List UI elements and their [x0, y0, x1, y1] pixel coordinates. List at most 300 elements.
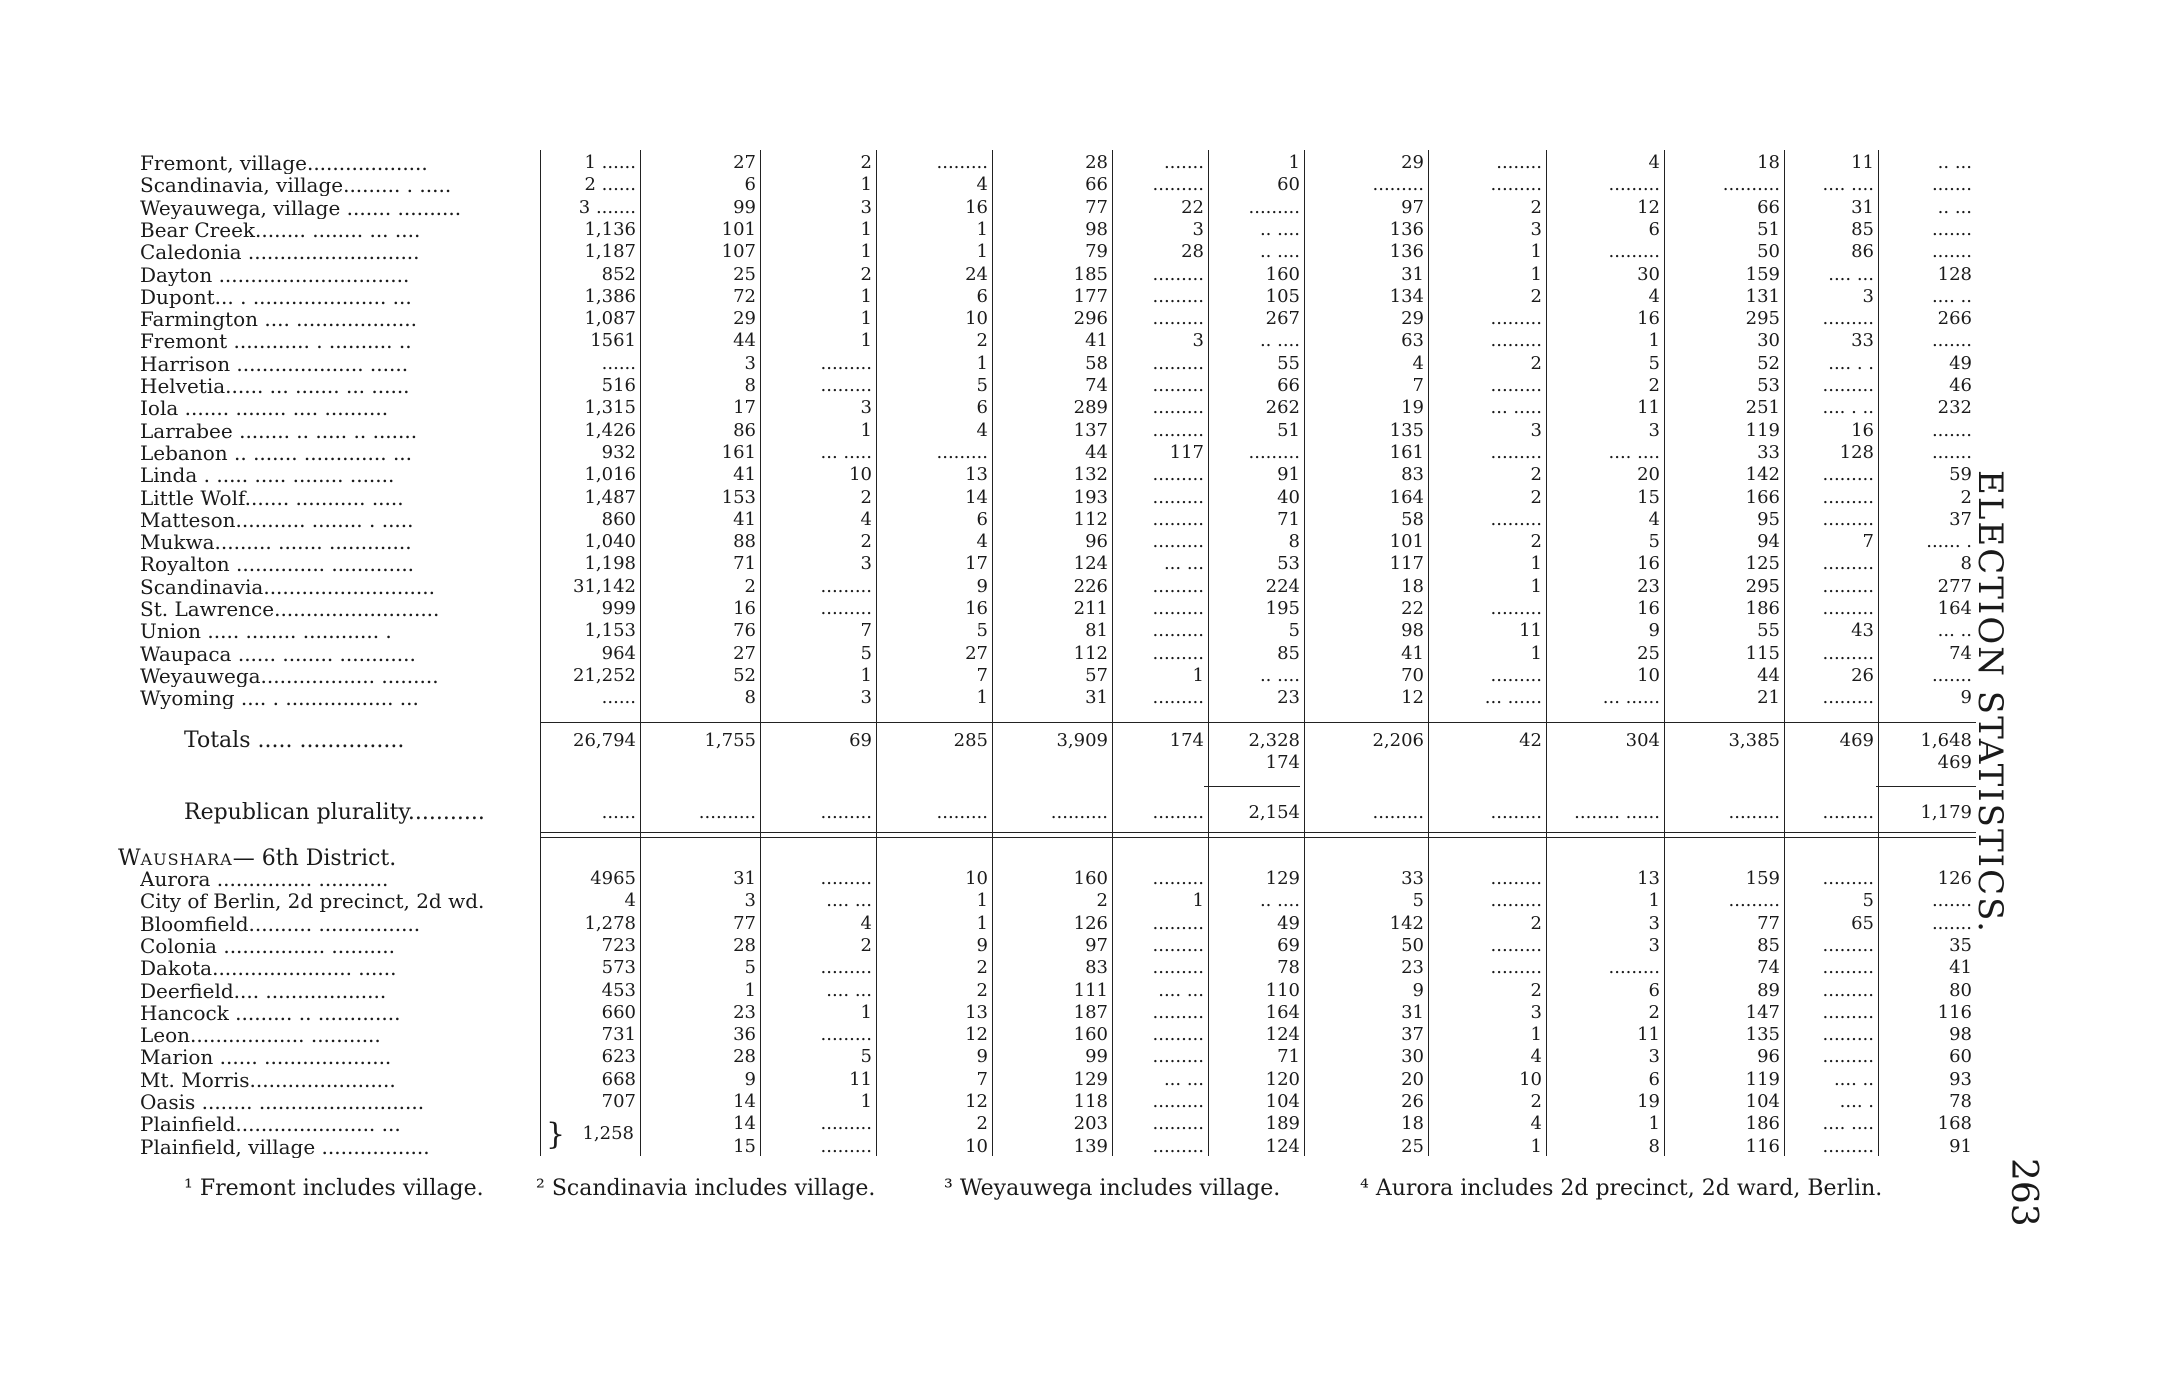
cell-col-8: 101 — [1389, 531, 1424, 553]
cell-col-4: 6 — [976, 285, 988, 307]
cell-col-7: .. .... — [1259, 330, 1300, 352]
cell-col-1: 999 — [601, 598, 636, 619]
cell-col-8: 135 — [1389, 419, 1424, 441]
cell-col-13: 232 — [1937, 397, 1972, 419]
cell-col-1: 1,016 — [584, 464, 636, 486]
cell-col-4: 13 — [965, 1001, 988, 1023]
town-name: Bloomfield.......... ................ — [140, 912, 421, 935]
cell-col-8: 98 — [1401, 620, 1424, 642]
cell-col-1: ...... — [601, 352, 636, 374]
plurality-row — [0, 802, 2184, 824]
cell-col-6: ......... — [1152, 308, 1204, 330]
cell-col-6: ......... — [1152, 575, 1204, 597]
cell-col-12: ......... — [1822, 934, 1874, 956]
cell-col-13: ... .. — [1937, 620, 1972, 642]
cell-col-12: 86 — [1851, 241, 1874, 263]
town-name: Waupaca ...... ........ ............ — [140, 642, 416, 665]
cell-col-2: 27 — [733, 642, 756, 664]
cell-col-4: 10 — [965, 868, 988, 889]
cell-col-10: 16 — [1637, 308, 1660, 330]
cell-col-10: 1 — [1648, 890, 1660, 912]
cell-col-12: 33 — [1851, 330, 1874, 352]
town-name: Farmington .... ................... — [140, 308, 417, 331]
column-rule — [640, 150, 641, 1156]
cell-col-3: 5 — [860, 642, 872, 664]
cell-col-11: 33 — [1757, 441, 1780, 463]
cell-col-10: .... .... — [1608, 441, 1660, 463]
cell-col-1: 668 — [601, 1068, 636, 1090]
cell-col-12: 31 — [1851, 196, 1874, 218]
cell-col-5: 66 — [1085, 174, 1108, 196]
cell-col-11: 55 — [1757, 620, 1780, 642]
town-row — [0, 687, 2184, 709]
totals-col-6: 174 — [1169, 730, 1204, 751]
cell-col-8: 5 — [1412, 890, 1424, 912]
cell-col-3: 1 — [860, 174, 872, 196]
brace-icon: } — [546, 1117, 566, 1153]
cell-col-7: 129 — [1265, 868, 1300, 889]
cell-col-5: 83 — [1085, 957, 1108, 979]
column-rule — [876, 150, 877, 1156]
cell-col-11: 186 — [1745, 598, 1780, 619]
cell-col-12: ......... — [1822, 957, 1874, 979]
cell-col-10: 6 — [1648, 1068, 1660, 1090]
cell-col-1: 623 — [601, 1046, 636, 1068]
cell-col-6: ......... — [1152, 957, 1204, 979]
cell-col-1: 2 ...... — [584, 174, 636, 196]
cell-col-5: 2 — [1096, 890, 1108, 912]
cell-col-11: 119 — [1745, 419, 1780, 441]
cell-col-3: 3 — [860, 553, 872, 575]
cell-col-2: 14 — [733, 1113, 756, 1135]
cell-col-7: 23 — [1277, 687, 1300, 709]
cell-col-9: 2 — [1530, 1091, 1542, 1112]
cell-col-9: 2 — [1530, 912, 1542, 934]
cell-col-3: 1 — [860, 419, 872, 441]
town-name: Plainfield, village ................. — [140, 1135, 430, 1158]
cell-col-7: 71 — [1277, 508, 1300, 530]
cell-col-6: ......... — [1152, 868, 1204, 889]
town-name: Union ..... ........ ............ . — [140, 620, 392, 643]
town-row — [0, 620, 2184, 642]
cell-col-4: 9 — [976, 934, 988, 956]
cell-col-9: 2 — [1530, 464, 1542, 486]
plurality-label: Republican plurality........... — [184, 802, 485, 824]
cell-col-1: 1 ...... — [584, 152, 636, 173]
cell-col-3: 1 — [860, 330, 872, 352]
town-name: Caledonia ........................... — [140, 241, 420, 264]
cell-col-5: 96 — [1085, 531, 1108, 553]
cell-col-11: 166 — [1745, 486, 1780, 508]
cell-col-11: 147 — [1745, 1001, 1780, 1023]
cell-col-8: 19 — [1401, 397, 1424, 419]
cell-col-12: .... . — [1839, 1091, 1874, 1112]
cell-col-13: 91 — [1949, 1135, 1972, 1157]
cell-col-13: 74 — [1949, 642, 1972, 664]
cell-col-13: 8 — [1960, 553, 1972, 575]
cell-col-5: 111 — [1073, 979, 1108, 1001]
cell-col-7: 78 — [1277, 957, 1300, 979]
cell-col-9: ......... — [1490, 598, 1542, 619]
cell-col-8: 20 — [1401, 1068, 1424, 1090]
cell-col-10: ......... — [1608, 957, 1660, 979]
totals-col-8: 2,206 — [1372, 730, 1424, 751]
rule-line — [540, 722, 1976, 723]
town-name: Leon.................. ........... — [140, 1024, 381, 1047]
cell-col-8: 142 — [1389, 912, 1424, 934]
cell-col-11: 74 — [1757, 957, 1780, 979]
cell-col-11: 251 — [1745, 397, 1780, 419]
town-name: Dayton .............................. — [140, 263, 410, 286]
cell-col-9: ... ..... — [1490, 397, 1542, 419]
plurality-col-8: ......... — [1372, 802, 1424, 823]
cell-col-1: 1,315 — [584, 397, 636, 419]
cell-col-6: ......... — [1152, 508, 1204, 530]
cell-col-5: 81 — [1085, 620, 1108, 642]
town-name: Bear Creek........ ........ ... .... — [140, 218, 421, 241]
cell-col-12: 65 — [1851, 912, 1874, 934]
cell-col-10: 2 — [1648, 375, 1660, 396]
cell-col-5: 118 — [1073, 1091, 1108, 1112]
cell-col-11: 96 — [1757, 1046, 1780, 1068]
town-row — [0, 1113, 2184, 1135]
cell-col-6: ......... — [1152, 912, 1204, 934]
town-row — [0, 868, 2184, 890]
cell-col-10: 3 — [1648, 419, 1660, 441]
column-rule — [1208, 150, 1209, 1156]
town-name: Marion ...... .................... — [140, 1046, 392, 1069]
cell-col-9: 2 — [1530, 196, 1542, 218]
cell-col-4: 24 — [965, 263, 988, 285]
cell-col-6: ......... — [1152, 531, 1204, 553]
cell-col-12: ......... — [1822, 575, 1874, 597]
cell-col-1: 1,187 — [584, 241, 636, 263]
town-name: Weyauwega.................. ......... — [140, 664, 439, 687]
cell-col-5: 41 — [1085, 330, 1108, 352]
cell-col-8: 136 — [1389, 241, 1424, 263]
cell-col-5: 58 — [1085, 352, 1108, 374]
cell-col-9: ......... — [1490, 957, 1542, 979]
cell-col-12: ......... — [1822, 598, 1874, 619]
cell-col-3: 1 — [860, 1001, 872, 1023]
cell-col-7: 40 — [1277, 486, 1300, 508]
cell-col-9: ......... — [1490, 934, 1542, 956]
cell-col-3: 1 — [860, 241, 872, 263]
cell-col-11: 52 — [1757, 352, 1780, 374]
cell-col-7: 160 — [1265, 263, 1300, 285]
cell-col-7: 120 — [1265, 1068, 1300, 1090]
cell-col-9: 10 — [1519, 1068, 1542, 1090]
cell-col-8: 31 — [1401, 1001, 1424, 1023]
cell-col-3: ......... — [820, 375, 872, 396]
cell-col-2: 153 — [721, 486, 756, 508]
cell-col-8: 30 — [1401, 1046, 1424, 1068]
cell-col-11: 186 — [1745, 1113, 1780, 1135]
town-name: Fremont, village................... — [140, 152, 428, 174]
town-name: Mt. Morris....................... — [140, 1068, 396, 1091]
cell-col-7: ......... — [1248, 441, 1300, 463]
cell-col-5: 28 — [1085, 152, 1108, 173]
cell-col-9: 1 — [1530, 575, 1542, 597]
town-row — [0, 197, 2184, 219]
cell-col-9: 1 — [1530, 263, 1542, 285]
cell-col-12: .... .... — [1822, 1113, 1874, 1135]
cell-col-11: 159 — [1745, 263, 1780, 285]
cell-col-12: 7 — [1862, 531, 1874, 553]
plurality-col-1: ...... — [601, 802, 636, 823]
cell-col-12: ......... — [1822, 1135, 1874, 1157]
plurality-col-10: ........ ...... — [1574, 802, 1660, 823]
cell-col-5: 185 — [1073, 263, 1108, 285]
town-row — [0, 935, 2184, 957]
cell-col-13: .. ... — [1937, 196, 1972, 218]
cell-col-12: .... .... — [1822, 174, 1874, 196]
town-row — [0, 219, 2184, 241]
cell-col-4: 1 — [976, 912, 988, 934]
cell-col-10: 6 — [1648, 979, 1660, 1001]
plurality-col-11: ......... — [1728, 802, 1780, 823]
cell-col-13: 35 — [1949, 934, 1972, 956]
cell-col-11: 85 — [1757, 934, 1780, 956]
cell-col-3: 2 — [860, 531, 872, 553]
cell-col-11: 125 — [1745, 553, 1780, 575]
cell-col-1: 573 — [601, 957, 636, 979]
cell-col-4: 1 — [976, 241, 988, 263]
town-name: City of Berlin, 2d precinct, 2d wd. — [140, 890, 485, 913]
cell-col-8: 22 — [1401, 598, 1424, 619]
cell-col-3: ......... — [820, 1113, 872, 1135]
cell-col-1: 516 — [601, 375, 636, 396]
cell-col-8: ......... — [1372, 174, 1424, 196]
cell-col-1: 1,278 — [584, 912, 636, 934]
cell-col-10: 13 — [1637, 868, 1660, 889]
cell-col-4: 16 — [965, 196, 988, 218]
cell-col-2: 2 — [744, 575, 756, 597]
cell-col-5: 97 — [1085, 934, 1108, 956]
plurality-col-12: ......... — [1822, 802, 1874, 823]
cell-col-6: ......... — [1152, 1135, 1204, 1157]
totals-col-4: 285 — [953, 730, 988, 751]
cell-col-6: 22 — [1181, 196, 1204, 218]
cell-col-9: 3 — [1530, 419, 1542, 441]
cell-col-1: 1,386 — [584, 285, 636, 307]
cell-col-8: 117 — [1389, 553, 1424, 575]
cell-col-6: ......... — [1152, 1024, 1204, 1046]
cell-col-4: 17 — [965, 553, 988, 575]
cell-col-7: 60 — [1277, 174, 1300, 196]
town-row — [0, 241, 2184, 263]
cell-col-1: 1,136 — [584, 218, 636, 240]
section-initial: W — [118, 846, 141, 871]
cell-col-5: 193 — [1073, 486, 1108, 508]
cell-col-3: 4 — [860, 912, 872, 934]
cell-col-2: 9 — [744, 1068, 756, 1090]
cell-col-13: 128 — [1937, 263, 1972, 285]
cell-col-10: 23 — [1637, 575, 1660, 597]
cell-col-8: 29 — [1401, 152, 1424, 173]
cell-col-6: ......... — [1152, 934, 1204, 956]
cell-col-5: 44 — [1085, 441, 1108, 463]
column-rule — [1112, 150, 1113, 1156]
cell-col-9: 1 — [1530, 241, 1542, 263]
cell-col-8: 9 — [1412, 979, 1424, 1001]
cell-col-3: ......... — [820, 352, 872, 374]
cell-col-12: ......... — [1822, 308, 1874, 330]
cell-col-11: 30 — [1757, 330, 1780, 352]
cell-col-4: 1 — [976, 687, 988, 709]
cell-col-3: .... ... — [826, 890, 872, 912]
cell-col-7: 71 — [1277, 1046, 1300, 1068]
cell-col-12: 11 — [1851, 152, 1874, 173]
cell-col-5: 126 — [1073, 912, 1108, 934]
cell-col-10: 16 — [1637, 598, 1660, 619]
cell-col-1: 731 — [601, 1024, 636, 1046]
totals-col-5: 3,909 — [1056, 730, 1108, 751]
town-row — [0, 330, 2184, 352]
cell-col-3: 3 — [860, 397, 872, 419]
cell-col-1: 31,142 — [573, 575, 636, 597]
cell-col-7: 105 — [1265, 285, 1300, 307]
cell-col-9: ... ...... — [1484, 687, 1542, 709]
cell-col-12: ......... — [1822, 642, 1874, 664]
cell-col-2: 44 — [733, 330, 756, 352]
cell-col-3: ......... — [820, 1135, 872, 1157]
cell-col-5: 226 — [1073, 575, 1108, 597]
footnote-4: ⁴ Aurora includes 2d precinct, 2d ward, Berlin. — [1360, 1176, 1883, 1201]
cell-col-13: 93 — [1949, 1068, 1972, 1090]
cell-col-6: ......... — [1152, 1001, 1204, 1023]
side-title: ELECTION STATISTICS. — [1970, 470, 2010, 934]
cell-col-13: ....... — [1931, 330, 1972, 352]
cell-col-13: ....... — [1931, 174, 1972, 196]
cell-col-6: ... ... — [1163, 553, 1204, 575]
town-row — [0, 1046, 2184, 1068]
cell-col-13: 41 — [1949, 957, 1972, 979]
cell-col-9: ......... — [1490, 890, 1542, 912]
cell-col-2: 14 — [733, 1091, 756, 1112]
cell-col-4: 12 — [965, 1091, 988, 1112]
cell-col-11: 94 — [1757, 531, 1780, 553]
cell-col-10: 30 — [1637, 263, 1660, 285]
cell-col-4: 6 — [976, 397, 988, 419]
town-name: Fremont ............ . .......... .. — [140, 330, 412, 353]
cell-col-9: 2 — [1530, 352, 1542, 374]
cell-col-8: 83 — [1401, 464, 1424, 486]
cell-col-2: 25 — [733, 263, 756, 285]
cell-col-7: .. .... — [1259, 890, 1300, 912]
cell-col-5: 74 — [1085, 375, 1108, 396]
cell-col-4: 6 — [976, 508, 988, 530]
cell-col-8: 31 — [1401, 263, 1424, 285]
town-row — [0, 442, 2184, 464]
cell-col-11: 135 — [1745, 1024, 1780, 1046]
page-number: 263 — [2003, 1158, 2044, 1227]
cell-col-11: 116 — [1745, 1135, 1780, 1157]
cell-col-3: 1 — [860, 218, 872, 240]
town-name: Helvetia...... ... ....... ... ...... — [140, 375, 410, 397]
town-name: Matteson........... ........ . ..... — [140, 508, 414, 531]
cell-col-10: 2 — [1648, 1001, 1660, 1023]
cell-col-3: 1 — [860, 285, 872, 307]
town-row — [0, 980, 2184, 1002]
town-row — [0, 464, 2184, 486]
cell-col-3: ......... — [820, 868, 872, 889]
cell-col-6: ......... — [1152, 1046, 1204, 1068]
cell-col-4: 2 — [976, 957, 988, 979]
cell-col-2: 1 — [744, 979, 756, 1001]
cell-col-10: 11 — [1637, 1024, 1660, 1046]
cell-col-4: 16 — [965, 598, 988, 619]
plurality-col-6: ......... — [1152, 802, 1204, 823]
cell-col-12: ......... — [1822, 687, 1874, 709]
cell-col-11: .......... — [1722, 174, 1780, 196]
town-name: Colonia ................ .......... — [140, 934, 395, 957]
cell-col-11: 295 — [1745, 308, 1780, 330]
cell-col-13: 277 — [1937, 575, 1972, 597]
cell-col-13: 59 — [1949, 464, 1972, 486]
cell-col-4: 4 — [976, 419, 988, 441]
cell-col-3: ... ..... — [820, 441, 872, 463]
cell-col-6: 3 — [1192, 330, 1204, 352]
cell-col-6: ......... — [1152, 464, 1204, 486]
cell-col-3: ......... — [820, 1024, 872, 1046]
cell-col-4: 2 — [976, 330, 988, 352]
cell-col-11: 51 — [1757, 218, 1780, 240]
cell-col-11: 89 — [1757, 979, 1780, 1001]
cell-col-6: ......... — [1152, 352, 1204, 374]
cell-col-9: ........ — [1496, 152, 1542, 173]
plainfield-combined-value: 1,258 — [582, 1123, 634, 1145]
cell-col-2: 107 — [721, 241, 756, 263]
cell-col-11: 44 — [1757, 664, 1780, 686]
cell-col-5: 98 — [1085, 218, 1108, 240]
cell-col-9: ......... — [1490, 174, 1542, 196]
cell-col-8: 26 — [1401, 1091, 1424, 1112]
cell-col-2: 17 — [733, 397, 756, 419]
plurality-col-13: 1,179 — [1920, 802, 1972, 823]
cell-col-6: .... ... — [1158, 979, 1204, 1001]
cell-col-7: 49 — [1277, 912, 1300, 934]
cell-col-7: 189 — [1265, 1113, 1300, 1135]
cell-col-12: ......... — [1822, 868, 1874, 889]
cell-col-12: ......... — [1822, 979, 1874, 1001]
cell-col-3: 4 — [860, 508, 872, 530]
cell-col-3: 7 — [860, 620, 872, 642]
cell-col-3: 11 — [849, 1068, 872, 1090]
cell-col-7: .. .... — [1259, 664, 1300, 686]
cell-col-13: .. ... — [1937, 152, 1972, 173]
town-name: Lebanon .. ....... ............. ... — [140, 441, 413, 464]
cell-col-1: 860 — [601, 508, 636, 530]
cell-col-1: 723 — [601, 934, 636, 956]
cell-col-9: 2 — [1530, 979, 1542, 1001]
cell-col-4: 7 — [976, 664, 988, 686]
cell-col-6: ......... — [1152, 642, 1204, 664]
cell-col-11: 131 — [1745, 285, 1780, 307]
totals-col-7: 2,328 — [1248, 730, 1300, 751]
cell-col-8: 25 — [1401, 1135, 1424, 1157]
cell-col-10: 3 — [1648, 912, 1660, 934]
cell-col-9: 3 — [1530, 1001, 1542, 1023]
town-row — [0, 957, 2184, 979]
town-name: Dakota...................... ...... — [140, 957, 397, 980]
cell-col-5: 187 — [1073, 1001, 1108, 1023]
cell-col-8: 41 — [1401, 642, 1424, 664]
cell-col-9: 3 — [1530, 218, 1542, 240]
cell-col-2: 3 — [744, 352, 756, 374]
cell-col-10: ......... — [1608, 241, 1660, 263]
cell-col-10: 19 — [1637, 1091, 1660, 1112]
